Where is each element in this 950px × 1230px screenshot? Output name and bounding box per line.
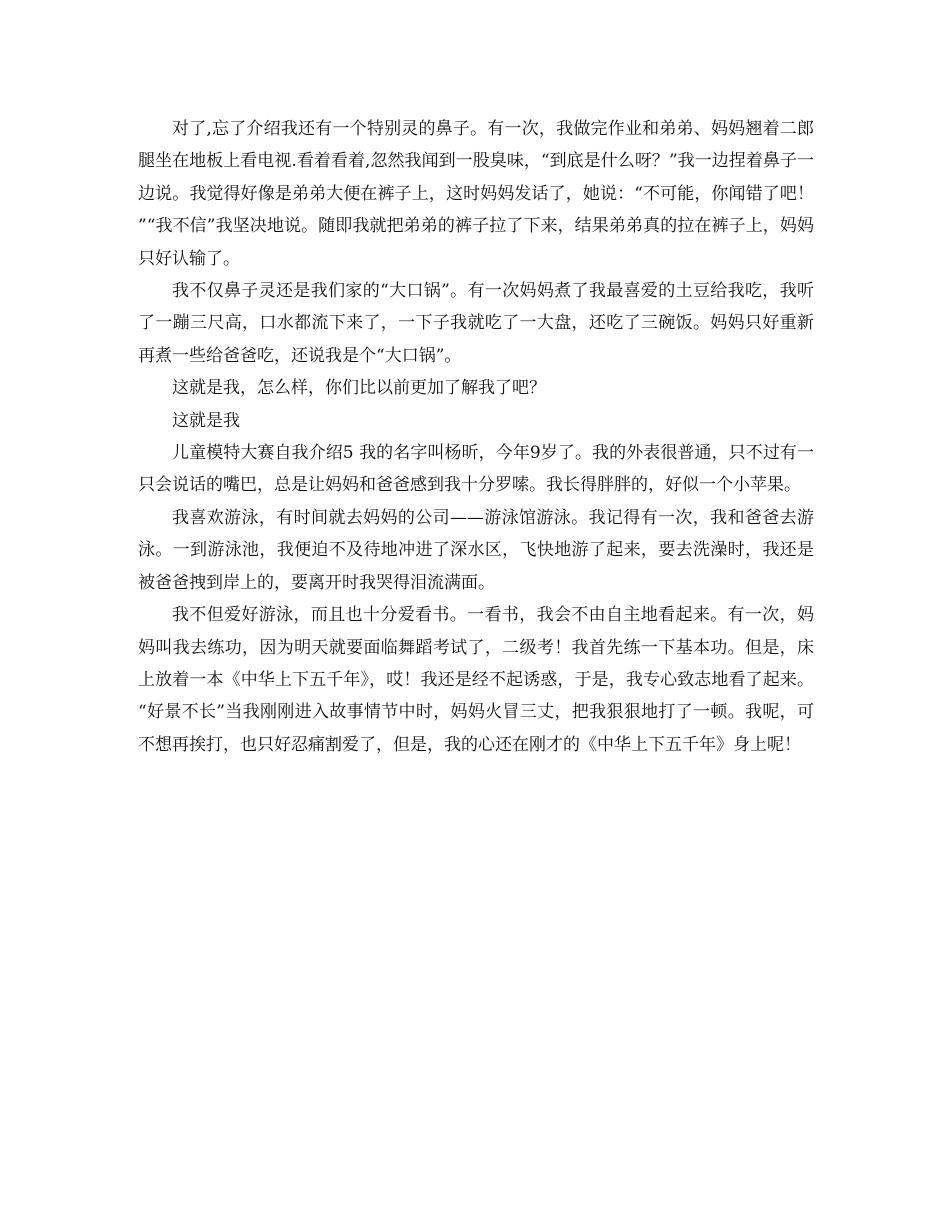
- paragraph-swimming: 我喜欢游泳，有时间就去妈妈的公司——游泳馆游泳。我记得有一次，我和爸爸去游泳。一到游泳池，我便迫不及待地冲进了深水区，飞快地游了起来，要去洗澡时，我还是被爸爸拽到岸上的，要离开时我哭得泪流满面。: [138, 507, 814, 593]
- paragraph-title: 这就是我: [172, 410, 240, 431]
- paragraph-intro: 儿童模特大赛自我介绍5 我的名字叫杨昕，今年9岁了。我的外表很普通，只不过有一只会说话的嘴巴，总是让妈妈和爸爸感到我十分罗嗦。我长得胖胖的，好似一个小苹果。: [138, 443, 814, 496]
- paragraph-big-pot: 我不仅鼻子灵还是我们家的“大口锅”。有一次妈妈煮了我最喜爱的土豆给我吃，我听了一蹦三尺高，口水都流下来了，一下子我就吃了一大盘，还吃了三碗饭。妈妈只好重新再煮一些给爸爸吃，还说我是个“大口锅”。: [138, 281, 814, 366]
- paragraph-reading: 我不但爱好游泳，而且也十分爱看书。一看书，我会不由自主地看起来。有一次，妈妈叫我去练功，因为明天就要面临舞蹈考试了，二级考！我首先练一下基本功。但是，床上放着一本《中华上下五千年》，哎！我还是经不起诱惑，于是，我专心致志地看了起来。“好景不长”当我刚刚进入故事情节中时，妈妈火冒三丈，把我狠狠地打了一顿。我呢，可不想再挨打，也只好忍痛割爱了，但是，我的心还在刚才的《中华上下五千年》身上呢！: [138, 605, 814, 755]
- paragraph-nose: 对了,忘了介绍我还有一个特别灵的鼻子。有一次，我做完作业和弟弟、妈妈翘着二郎腿坐在地板上看电视.看着看着,忽然我闻到一股臭味，“到底是什么呀？”我一边捏着鼻子一边说。我觉得好像是弟弟大便在裤子上，这时妈妈发话了，她说：“不可能，你闻错了吧！”“我不信”我坚决地说。随即我就把弟弟的裤子拉了下来，结果弟弟真的拉在裤子上，妈妈只好认输了。: [138, 119, 814, 269]
- document-body: [138, 113, 814, 761]
- paragraph-conclusion: 这就是我，怎么样，你们比以前更加了解我了吧？: [172, 378, 546, 399]
